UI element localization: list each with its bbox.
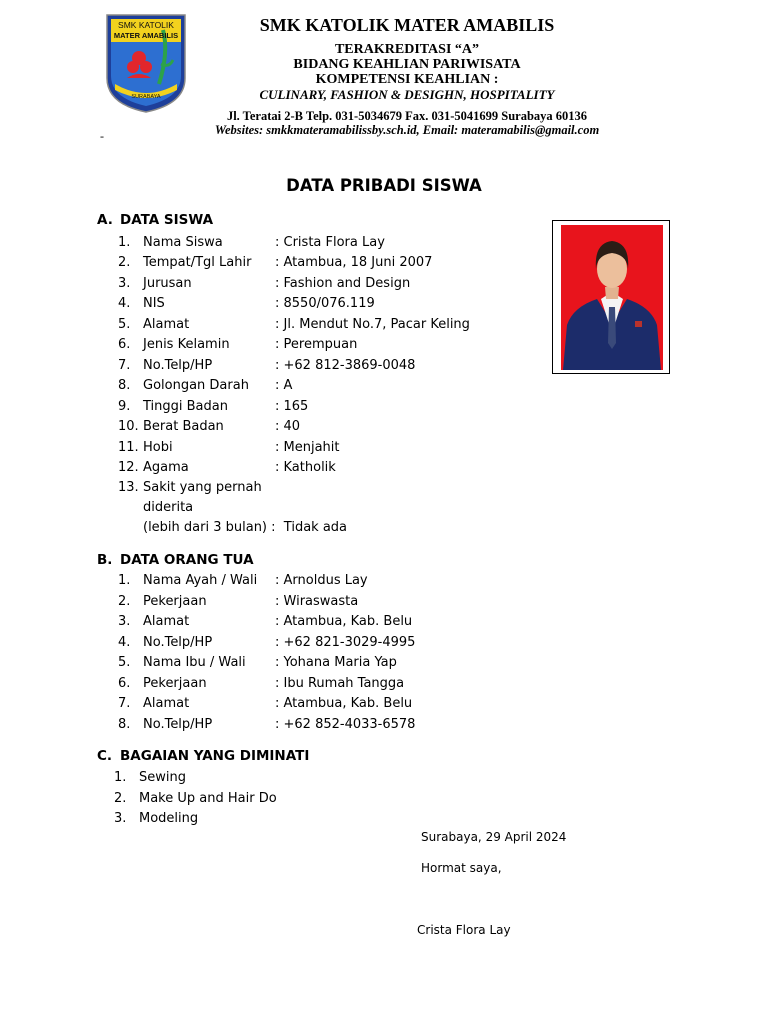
- student-row-gender: 6. Jenis Kelamin : Perempuan: [118, 337, 358, 352]
- parent-row-mother-phone: 8. No.Telp/HP : +62 852-4033-6578: [118, 717, 416, 732]
- section-b-heading: [97, 552, 254, 568]
- interest-item-sewing: 1. Sewing: [114, 770, 186, 785]
- student-row-height: 9. Tinggi Badan : 165: [118, 399, 309, 414]
- logo-text-bottom: SURABAYA: [131, 94, 161, 100]
- interest-item-modeling: 3. Modeling: [114, 811, 199, 826]
- student-row-phone: 7. No.Telp/HP : +62 812-3869-0048: [118, 358, 416, 373]
- section-c-heading: [97, 748, 309, 764]
- school-crest-icon: [103, 12, 189, 114]
- expertise-field: BIDANG KEAHLIAN PARIWISATA: [293, 57, 521, 72]
- parent-row-father-phone: 4. No.Telp/HP : +62 821-3029-4995: [118, 635, 416, 650]
- parent-row-father-address: 3. Alamat : Atambua, Kab. Belu: [118, 614, 413, 629]
- section-a-heading: [97, 212, 213, 228]
- parent-row-father-name: 1. Nama Ayah / Wali : Arnoldus Lay: [118, 573, 368, 588]
- competence-programs: CULINARY, FASHION & DESIGHN, HOSPITALITY: [259, 87, 555, 102]
- student-row-blood-type: 8. Golongan Darah : A: [118, 378, 293, 393]
- student-row-illness-line1: 13. Sakit yang pernah: [118, 480, 262, 495]
- signature-place-date: Surabaya, 29 April 2024: [421, 830, 567, 844]
- section-b-title: DATA ORANG TUA: [120, 552, 254, 568]
- student-row-illness-line2: diderita: [143, 500, 194, 515]
- student-row-name: 1. Nama Siswa : Crista Flora Lay: [118, 235, 385, 250]
- student-row-major: 3. Jurusan : Fashion and Design: [118, 276, 411, 291]
- school-name: SMK KATOLIK MATER AMABILIS: [259, 15, 555, 35]
- section-b-letter: B.: [97, 552, 113, 568]
- student-photo-frame: [552, 220, 670, 374]
- parent-row-mother-job: 6. Pekerjaan : Ibu Rumah Tangga: [118, 676, 405, 691]
- student-row-hobby: 11. Hobi : Menjahit: [118, 440, 340, 455]
- stray-dash: -: [100, 129, 104, 143]
- student-row-address: 5. Alamat : Jl. Mendut No.7, Pacar Keling: [118, 317, 470, 332]
- school-contacts: Websites: smkkmateramabilissby.sch.id, Email: materamabilis@gmail.com: [214, 123, 600, 137]
- interest-item-makeup: 2. Make Up and Hair Do: [114, 791, 277, 806]
- logo-text-top: SMK KATOLIK: [118, 20, 174, 30]
- parent-row-mother-address: 7. Alamat : Atambua, Kab. Belu: [118, 696, 413, 711]
- student-row-nis: 4. NIS : 8550/076.119: [118, 296, 375, 311]
- school-address: Jl. Teratai 2-B Telp. 031-5034679 Fax. 031-5041699 Surabaya 60136: [226, 109, 588, 123]
- section-a-title: DATA SISWA: [120, 212, 214, 228]
- competence-label: KOMPETENSI KEAHLIAN :: [315, 72, 499, 87]
- logo-text-mid: MATER AMABILIS: [113, 31, 179, 40]
- section-a-letter: A.: [97, 212, 113, 228]
- section-c-title: BAGAIAN YANG DIMINATI: [120, 748, 310, 764]
- student-row-birth: 2. Tempat/Tgl Lahir : Atambua, 18 Juni 2007: [118, 255, 433, 270]
- student-portrait-photo: [561, 225, 663, 370]
- parent-row-father-job: 2. Pekerjaan : Wiraswasta: [118, 594, 359, 609]
- signature-closing: Hormat saya,: [421, 861, 502, 875]
- section-c-letter: C.: [97, 748, 113, 764]
- parent-row-mother-name: 5. Nama Ibu / Wali : Yohana Maria Yap: [118, 655, 397, 670]
- student-row-religion: 12. Agama : Katholik: [118, 460, 336, 475]
- document-title: DATA PRIBADI SISWA: [286, 176, 482, 195]
- signature-name: Crista Flora Lay: [417, 923, 511, 937]
- student-row-weight: 10. Berat Badan : 40: [118, 419, 301, 434]
- student-row-illness-line3: (lebih dari 3 bulan) : Tidak ada: [143, 520, 348, 535]
- accreditation: TERAKREDITASI “A”: [334, 42, 480, 57]
